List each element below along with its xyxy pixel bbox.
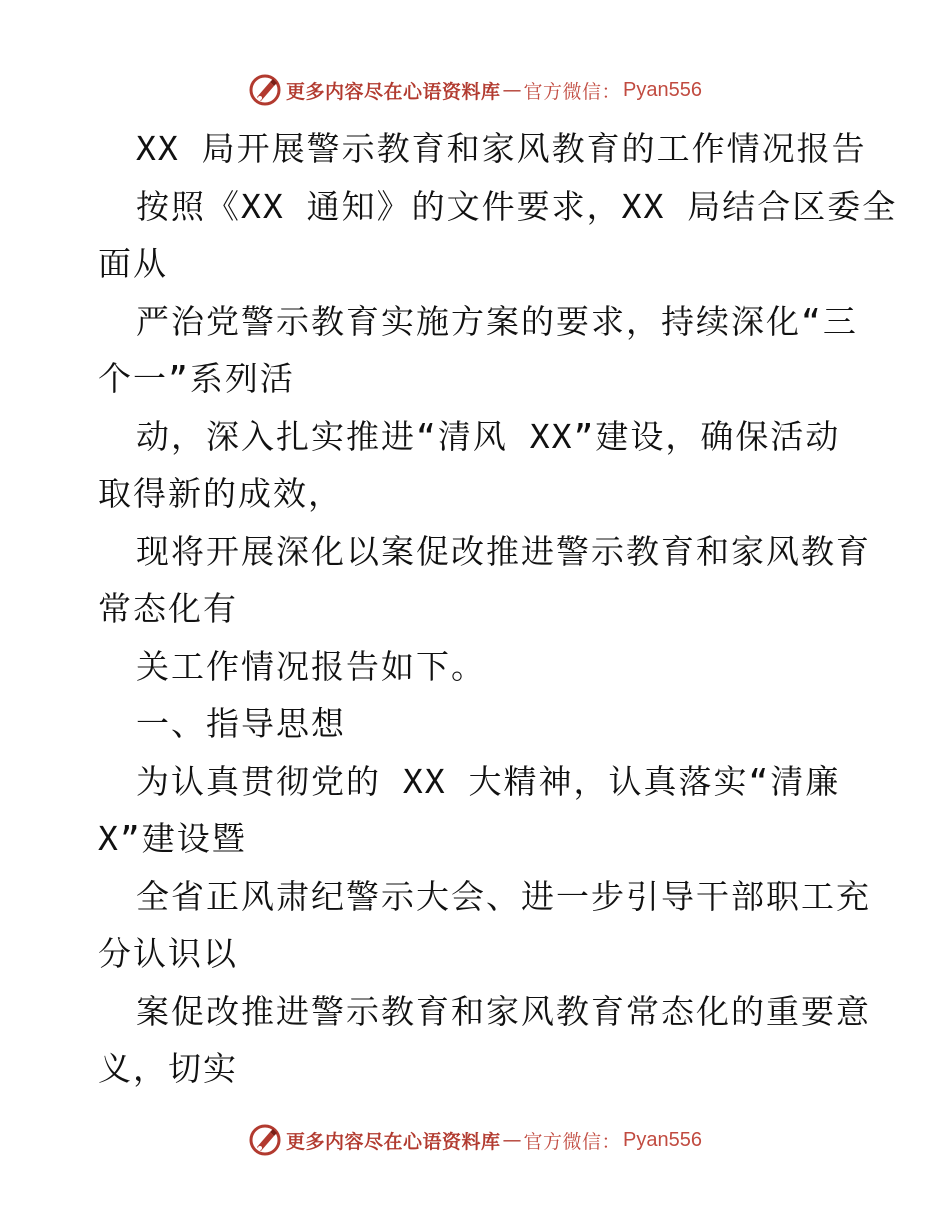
paragraph-line: 动，深入扎实推进“清风 XX”建设，确保活动 xyxy=(136,416,841,456)
section-heading: 一、指导思想 xyxy=(136,704,346,743)
paragraph-line: X”建设暨 xyxy=(98,819,247,858)
paragraph-line: 个一”系列活 xyxy=(98,359,295,398)
paragraph-line: 分认识以 xyxy=(98,934,238,973)
paragraph-line: 为认真贯彻党的 XX 大精神，认真落实“清廉 xyxy=(136,761,841,801)
header-banner xyxy=(0,70,950,110)
banner-brand-text: 更多内容尽在心语资料库 xyxy=(286,1130,501,1153)
paragraph-line: 取得新的成效， xyxy=(98,474,343,513)
banner-official-label: 官方微信： xyxy=(523,1130,622,1153)
pen-seal-logo-icon xyxy=(248,1123,282,1157)
banner-official-label: 官方微信： xyxy=(523,80,622,103)
banner-wechat-id: Pyan556 xyxy=(623,78,702,101)
paragraph-line: 按照《XX 通知》的文件要求，XX 局结合区委全 xyxy=(136,186,898,226)
banner-separator: — xyxy=(502,79,522,101)
paragraph-line: 义，切实 xyxy=(98,1049,238,1088)
banner-wechat-id: Pyan556 xyxy=(623,1128,702,1151)
paragraph-line: 面从 xyxy=(98,244,168,283)
document-body xyxy=(98,120,898,1098)
paragraph-line: 关工作情况报告如下。 xyxy=(136,646,486,686)
paragraph-line: 常态化有 xyxy=(98,589,238,628)
banner-separator: — xyxy=(502,1129,522,1151)
pen-seal-logo-icon xyxy=(248,73,282,107)
banner-brand-text: 更多内容尽在心语资料库 xyxy=(286,80,501,103)
paragraph-line: 严治党警示教育实施方案的要求，持续深化“三 xyxy=(136,301,858,341)
paragraph-line: 全省正风肃纪警示大会、进一步引导干部职工充 xyxy=(136,876,871,916)
paragraph-line: 现将开展深化以案促改推进警示教育和家风教育 xyxy=(136,531,871,571)
footer-banner xyxy=(0,1120,950,1160)
paragraph-line: 案促改推进警示教育和家风教育常态化的重要意 xyxy=(136,991,871,1031)
document-title: XX 局开展警示教育和家风教育的工作情况报告 xyxy=(136,129,867,168)
